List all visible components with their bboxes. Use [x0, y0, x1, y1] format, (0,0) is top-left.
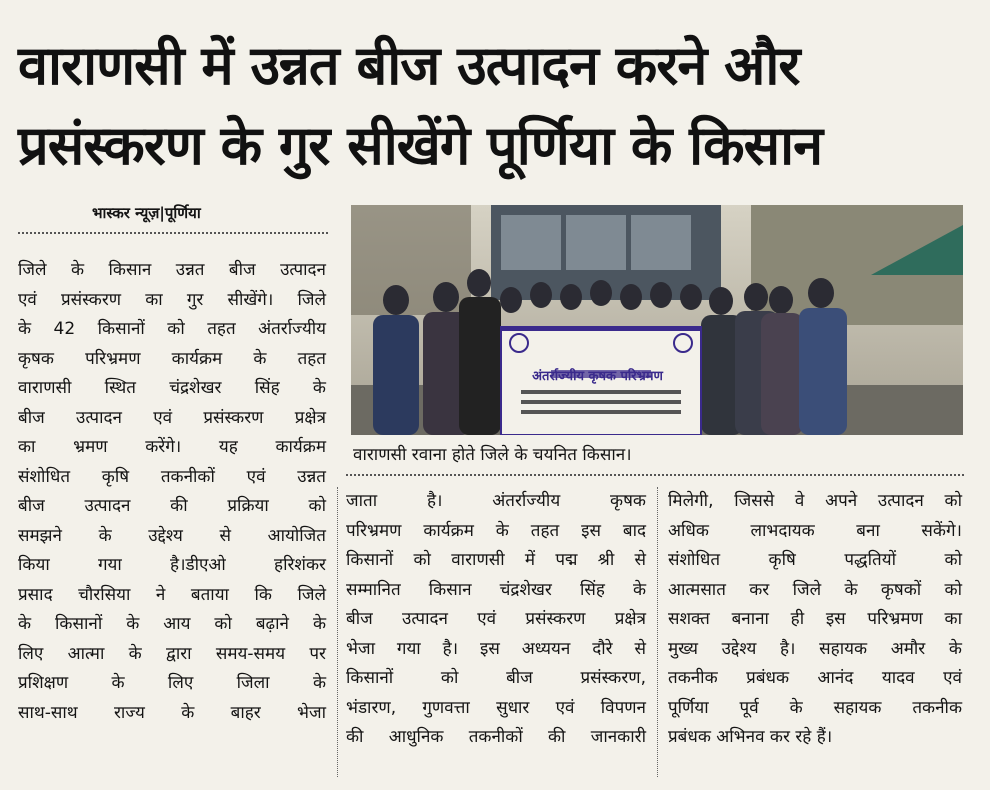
headline — [18, 26, 968, 186]
article-column-1 — [18, 256, 326, 728]
text-line: मुख्य उद्देश्य है। सहायक अमौर के — [668, 638, 962, 659]
text-line: परिभ्रमण कार्यक्रम के तहत इस बाद — [346, 520, 646, 541]
text-line: प्रसाद चौरसिया ने बताया कि जिले — [18, 584, 326, 605]
headline-line-2: प्रसंस्करण के गुर सीखेंगे पूर्णिया के किसान — [18, 114, 823, 177]
text-line: एवं प्रसंस्करण का गुर सीखेंगे। जिले — [18, 289, 326, 310]
text-line: प्रबंधक अभिनव कर रहे हैं। — [668, 727, 833, 747]
text-line: संशोधित कृषि पद्धतियों को — [668, 550, 962, 570]
text-line: के 42 किसानों को तहत अंतर्राज्यीय — [18, 319, 326, 339]
headline-line-1: वाराणसी में उन्नत बीज उत्पादन करने और — [18, 34, 800, 97]
text-line: प्रशिक्षण के लिए जिला के — [18, 673, 326, 693]
byline-divider — [18, 232, 328, 234]
text-line: आत्मसात कर जिले के कृषकों को — [668, 579, 962, 600]
text-line: बीज उत्पादन एवं प्रसंस्करण प्रक्षेत्र — [18, 407, 326, 428]
byline: भास्कर न्यूज़|पूर्णिया — [92, 204, 201, 222]
text-line: बीज उत्पादन एवं प्रसंस्करण प्रक्षेत्र — [346, 609, 646, 629]
column-divider-1 — [337, 487, 338, 777]
text-line: जिले के किसान उन्नत बीज उत्पादन — [18, 260, 326, 280]
text-line: तकनीक प्रबंधक आनंद यादव एवं — [668, 668, 962, 688]
text-line: अधिक लाभदायक बना सकेंगे। — [668, 520, 962, 541]
text-line: समझने के उद्देश्य से आयोजित — [18, 525, 326, 546]
text-line: जाता है। अंतर्राज्यीय कृषक — [346, 491, 646, 511]
text-line: वाराणसी स्थित चंद्रशेखर सिंह के — [18, 378, 326, 398]
text-line: लिए आत्मा के द्वारा समय-समय पर — [18, 643, 326, 664]
text-line: किसानों को वाराणसी में पद्म श्री से — [346, 550, 646, 570]
text-line: संशोधित कृषि तकनीकों एवं उन्नत — [18, 466, 326, 487]
text-line: पूर्णिया पूर्व के सहायक तकनीक — [668, 697, 962, 718]
text-line: सम्मानित किसान चंद्रशेखर सिंह के — [346, 579, 646, 600]
article-column-2 — [346, 487, 646, 753]
article-column-3 — [668, 487, 962, 753]
text-line: कृषक परिभ्रमण कार्यक्रम के तहत — [18, 348, 326, 369]
photo-caption: वाराणसी रवाना होते जिले के चयनित किसान। — [353, 445, 632, 465]
text-line: किया गया है।डीएओ हरिशंकर — [18, 555, 326, 575]
news-photo — [351, 205, 963, 435]
text-line: के किसानों के आय को बढ़ाने के — [18, 614, 326, 634]
text-line: की आधुनिक तकनीकों की जानकारी — [346, 727, 646, 747]
text-line: भेजा गया है। इस अध्ययन दौरे से — [346, 638, 646, 659]
text-line: सशक्त बनाना ही इस परिभ्रमण का — [668, 609, 962, 629]
text-line: साथ-साथ राज्य के बाहर भेजा — [18, 702, 326, 723]
text-line: मिलेगी, जिससे वे अपने उत्पादन को — [668, 491, 962, 511]
text-line: बीज उत्पादन की प्रक्रिया को — [18, 496, 326, 516]
text-line: किसानों को बीज प्रसंस्करण, — [346, 668, 646, 688]
column-divider-2 — [657, 487, 658, 777]
group-photo-illustration — [351, 205, 963, 435]
caption-divider — [346, 474, 964, 476]
text-line: का भ्रमण करेंगे। यह कार्यक्रम — [18, 437, 326, 457]
banner-text: अंतर्राज्यीय कृषक परिभ्रमण — [532, 369, 663, 384]
text-line: भंडारण, गुणवत्ता सुधार एवं विपणन — [346, 697, 646, 718]
